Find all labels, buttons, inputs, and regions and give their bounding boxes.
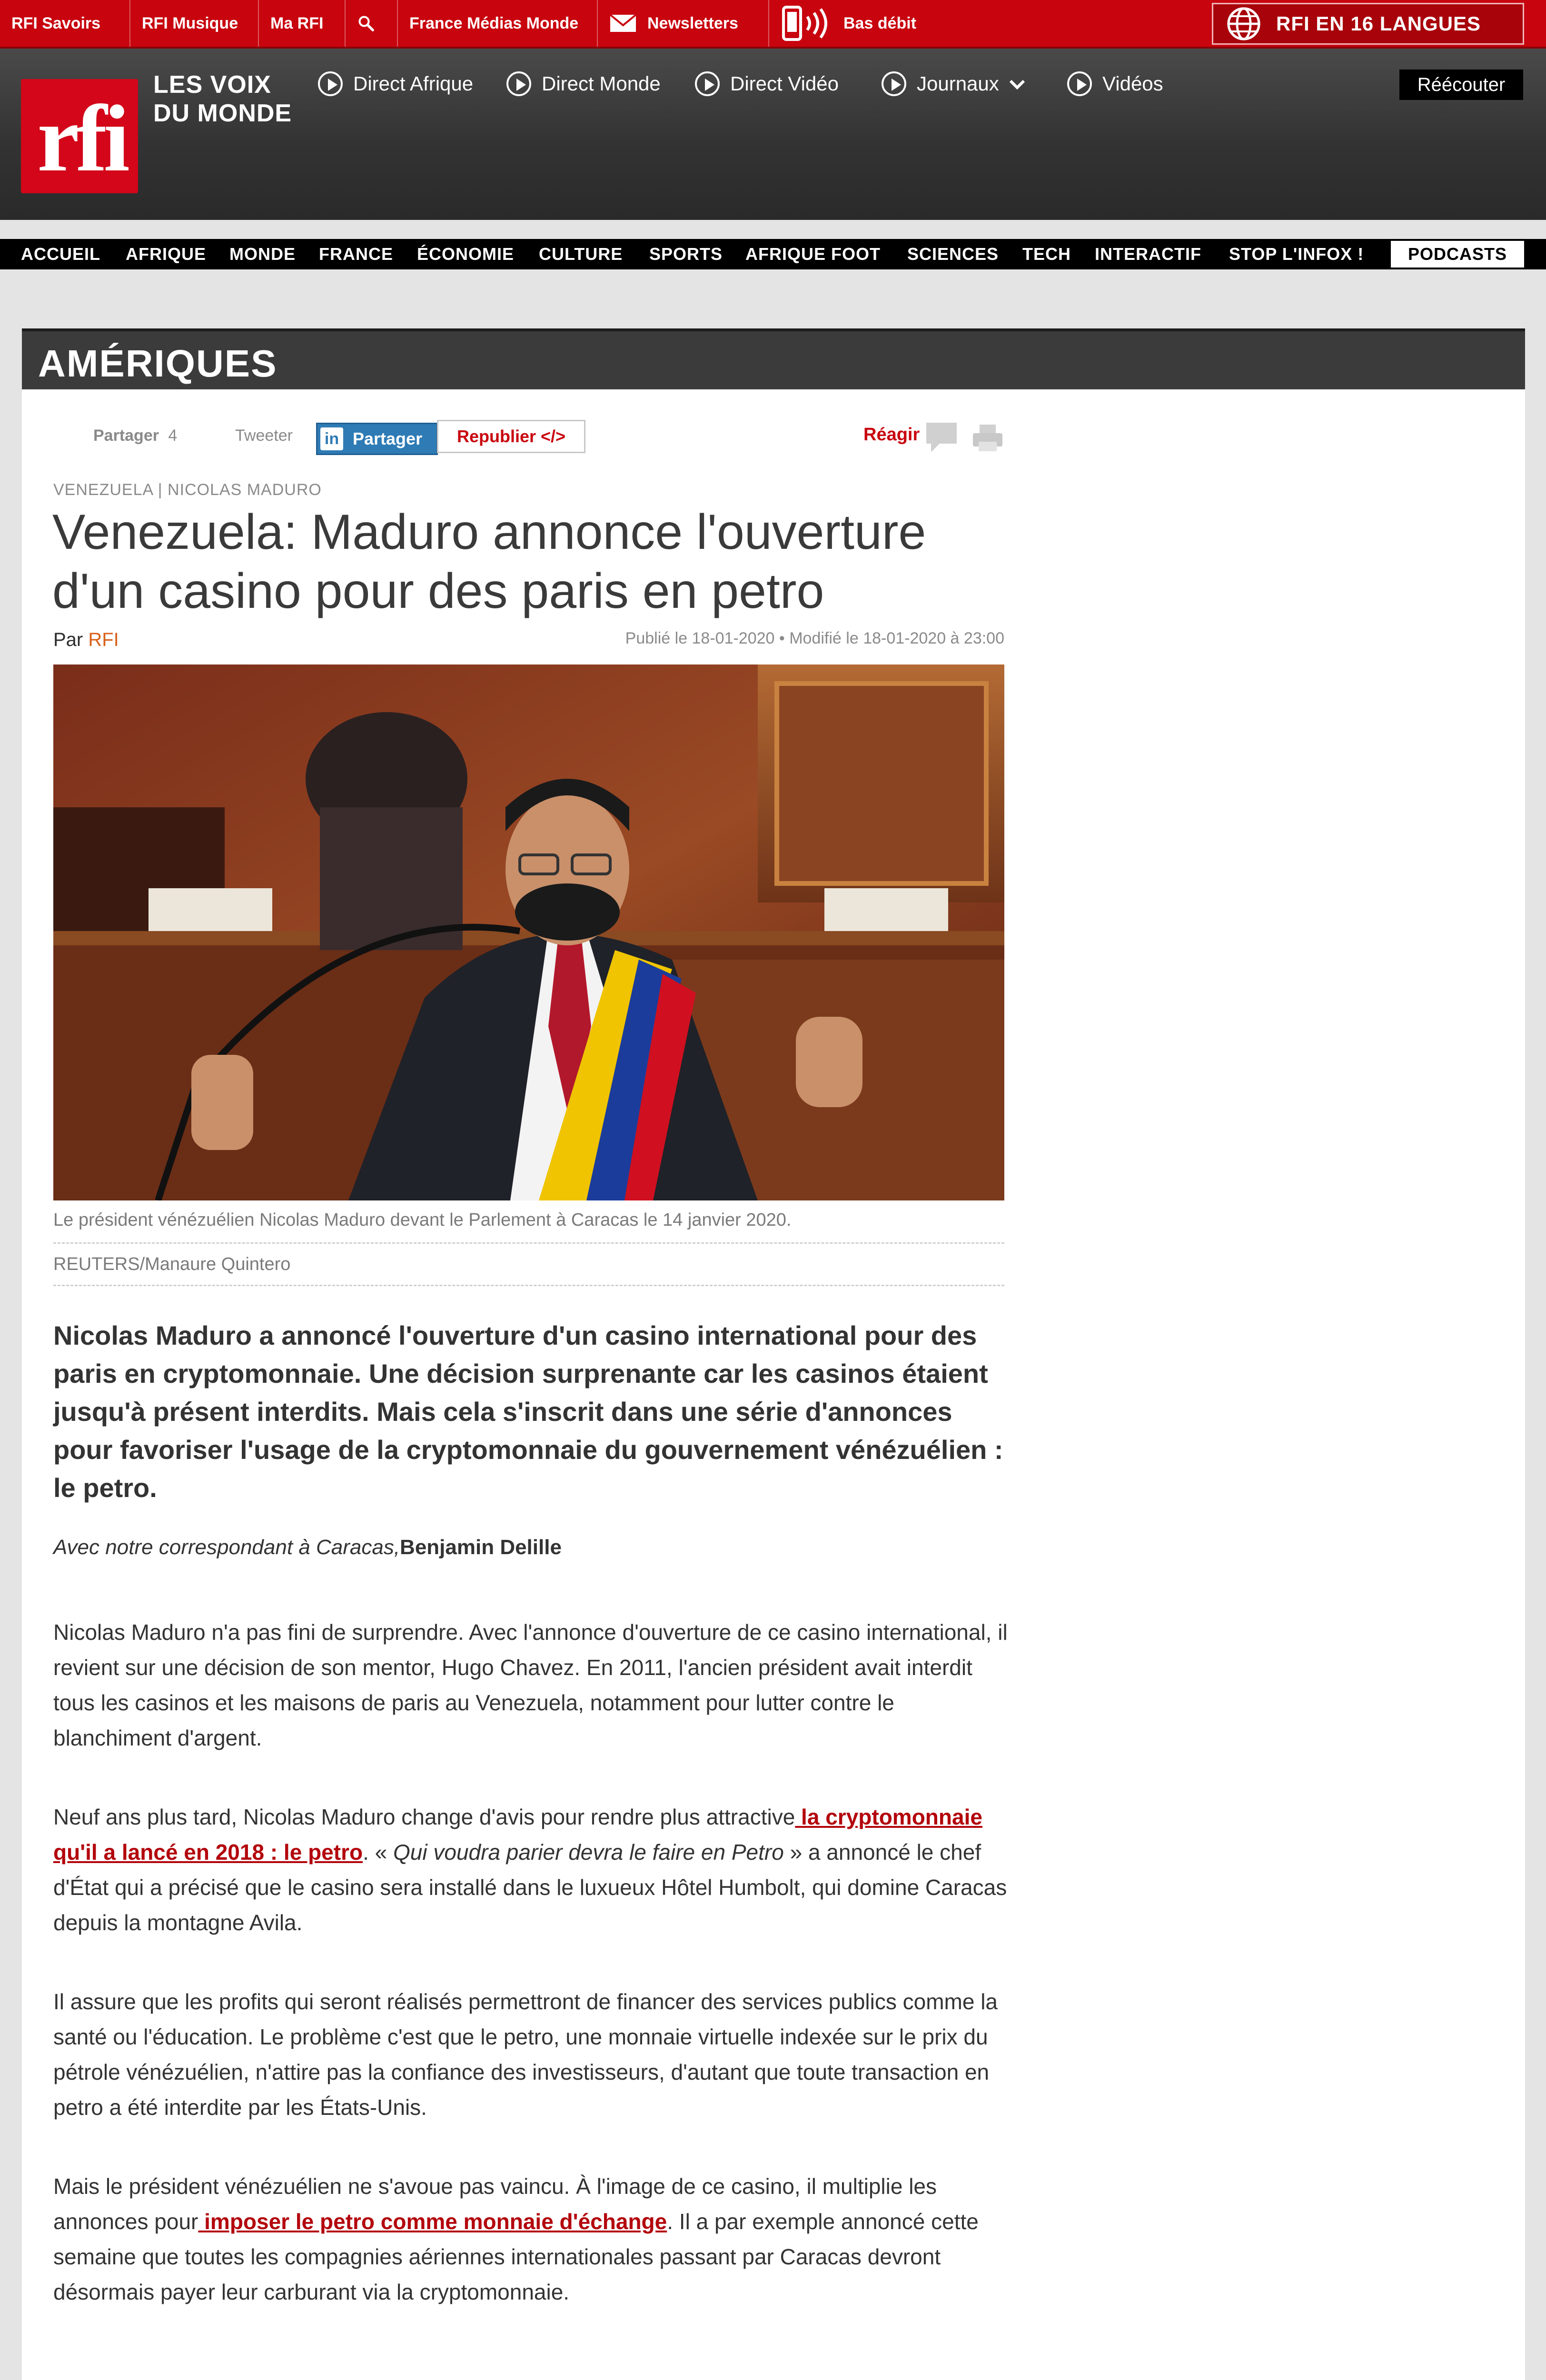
article-title [52, 503, 1009, 621]
article-paragraph-4 [53, 2169, 1008, 2310]
share-count: 4 [168, 426, 178, 445]
direct-label: Direct Vidéo [730, 72, 839, 95]
nav-tech[interactable]: TECH [1022, 244, 1071, 264]
play-icon [506, 71, 531, 96]
react-link[interactable]: Réagir [863, 425, 920, 445]
nav-interactif[interactable]: INTERACTIF [1095, 244, 1201, 264]
play-icon [695, 71, 720, 96]
tagline-line-1: LES VOIX [153, 71, 271, 99]
link-rfi-savoirs[interactable] [0, 0, 130, 47]
republish-button[interactable]: Republier </> [437, 420, 585, 453]
photo-caption: Le président vénézuélien Nicolas Maduro devant le Parlement à Caracas le 14 janvier 2020. [53, 1210, 792, 1230]
linkedin-icon: in [320, 427, 343, 450]
languages-button[interactable] [1212, 3, 1524, 45]
top-utility-bar [0, 0, 1546, 49]
direct-label: Direct Monde [542, 72, 661, 95]
play-icon [318, 71, 343, 96]
petro-article-link[interactable]: la cryptomonnaie qu'il a lancé en 2018 : le petro [53, 1805, 982, 1864]
direct-video-link[interactable] [695, 69, 839, 98]
link-label: RFI Savoirs [11, 14, 101, 32]
nav-economie[interactable]: ÉCONOMIE [417, 244, 515, 264]
direct-afrique-link[interactable] [318, 69, 473, 98]
search-button[interactable] [346, 0, 398, 47]
tagline [153, 70, 292, 128]
article-lead: Nicolas Maduro a annoncé l'ouverture d'un casino international pour des paris en cryptomonnaie. Une décision surprenante car les casinos étaient jusqu'à présent interdits. Mais cela s'inscrit dans une série d'annonces pour favoriser l'usage de la cryptomonnaie du gouvernement vénézuélien : le petro. [53, 1320, 1003, 1503]
languages-label: RFI EN 16 LANGUES [1276, 12, 1481, 35]
nav-afrique-foot[interactable]: AFRIQUE FOOT [745, 244, 881, 264]
main-nav [0, 239, 1546, 269]
link-france-medias-monde[interactable] [398, 0, 598, 47]
globe-icon [1226, 6, 1262, 42]
section-banner [22, 328, 1525, 389]
link-label: France Médias Monde [409, 14, 579, 32]
journaux-dropdown[interactable] [882, 69, 1026, 98]
petro-exchange-link[interactable]: imposer le petro comme monnaie d'échange [198, 2209, 667, 2234]
tagline-line-2: DU MONDE [153, 99, 292, 127]
byline-label: Par [53, 629, 89, 650]
direct-label: Direct Afrique [353, 72, 474, 95]
photo-illustration [53, 664, 1004, 1200]
logo-text: rfi [37, 86, 126, 191]
nav-podcasts[interactable]: PODCASTS [1391, 241, 1524, 268]
nav-france[interactable]: FRANCE [319, 244, 393, 264]
share-label: Partager [93, 426, 159, 445]
tweet-button[interactable]: Tweeter [235, 426, 293, 445]
paragraph-text: Neuf ans plus tard, Nicolas Maduro change d'avis pour rendre plus attractive [53, 1805, 795, 1829]
title-line-1: Venezuela: Maduro annonce l'ouverture [52, 505, 926, 560]
correspondent-label: Avec notre correspondant à Caracas, [53, 1536, 400, 1559]
play-icon [1067, 71, 1092, 96]
section-title: AMÉRIQUES [38, 342, 277, 385]
article-paragraph-2 [53, 1799, 1008, 1940]
photo-credit: REUTERS/Manaure Quintero [53, 1242, 1004, 1286]
nav-monde[interactable]: MONDE [229, 244, 296, 264]
search-icon [357, 9, 375, 38]
link-label: RFI Musique [142, 14, 238, 32]
article-kicker[interactable]: VENEZUELA | NICOLAS MADURO [53, 481, 322, 499]
nav-sports[interactable]: SPORTS [649, 244, 723, 264]
paragraph-text: . Il a par exemple annoncé cette semaine que toutes les compagnies aériennes internationales passant par Caracas devront désormais payer leur carburant via la cryptomonnaie. [53, 2209, 979, 2304]
nav-sciences[interactable]: SCIENCES [907, 244, 999, 264]
reecouter-button[interactable]: Réécouter [1399, 69, 1523, 100]
quote-text: Qui voudra parier devra le faire en Petro [393, 1840, 784, 1864]
chevron-down-icon [1009, 78, 1026, 89]
correspondent-line [53, 1536, 562, 1559]
nav-culture[interactable]: CULTURE [539, 244, 623, 264]
paragraph-text: . « [363, 1840, 394, 1864]
linkedin-label: Partager [353, 429, 423, 448]
print-icon[interactable] [971, 423, 1004, 453]
direct-label: Journaux [917, 72, 999, 95]
article-photo [53, 664, 1004, 1200]
link-ma-rfi[interactable] [259, 0, 346, 47]
envelope-icon [609, 14, 637, 33]
byline [53, 629, 119, 651]
link-label: Bas débit [843, 14, 917, 32]
mobile-signal-icon [781, 5, 833, 41]
rfi-logo[interactable] [21, 79, 138, 193]
link-rfi-musique[interactable] [130, 0, 259, 47]
link-label: Newsletters [647, 14, 738, 32]
correspondent-name: Benjamin Delille [400, 1536, 562, 1559]
nav-accueil[interactable]: ACCUEIL [21, 244, 100, 264]
nav-stop-infox[interactable]: STOP L'INFOX ! [1229, 244, 1364, 264]
comment-icon[interactable] [924, 421, 959, 454]
direct-label: Vidéos [1102, 72, 1163, 95]
byline-author[interactable]: RFI [88, 629, 119, 650]
videos-link[interactable] [1067, 69, 1163, 98]
direct-monde-link[interactable] [506, 69, 661, 98]
paragraph-text: Mais le président vénézuélien ne s'avoue pas vaincu. À l'image de ce casino, il multiplie les annonces pour [53, 2174, 937, 2234]
play-icon [882, 71, 906, 96]
publish-date: Publié le 18-01-2020 • Modifié le 18-01-2020 à 23:00 [625, 629, 1004, 647]
article-paragraph-1: Nicolas Maduro n'a pas fini de surprendre. Avec l'annonce d'ouverture de ce casino international, il revient sur une décision de son mentor, Hugo Chavez. En 2011, l'ancien président avait interdit tous les casinos et les maisons de paris au Venezuela, notamment pour lutter contre le blanchiment d'argent. [53, 1620, 1008, 1750]
article-paragraph-3: Il assure que les profits qui seront réalisés permettront de financer des services publics comme la santé ou l'éducation. Le problème c'est que le petro, une monnaie virtuelle indexée sur le prix du pétrole vénézuélien, n'attire pas la confiance des investisseurs, d'autant que toute transaction en petro a été interdite par les États-Unis. [53, 1989, 998, 2120]
link-newsletters[interactable] [598, 0, 769, 47]
link-bas-debit[interactable] [769, 0, 941, 47]
nav-afrique[interactable]: AFRIQUE [126, 244, 206, 264]
link-label: Ma RFI [270, 14, 324, 32]
paragraph-text: » a annoncé le chef d'État qui a précisé que le casino sera installé dans le luxueux Hôtel Humbolt, qui domine Caracas depuis la montagne Avila. [53, 1840, 1007, 1935]
title-line-2: d'un casino pour des paris en petro [52, 564, 824, 619]
site-header [0, 49, 1546, 220]
linkedin-share-button[interactable] [316, 423, 438, 455]
facebook-share-button[interactable] [93, 426, 177, 445]
